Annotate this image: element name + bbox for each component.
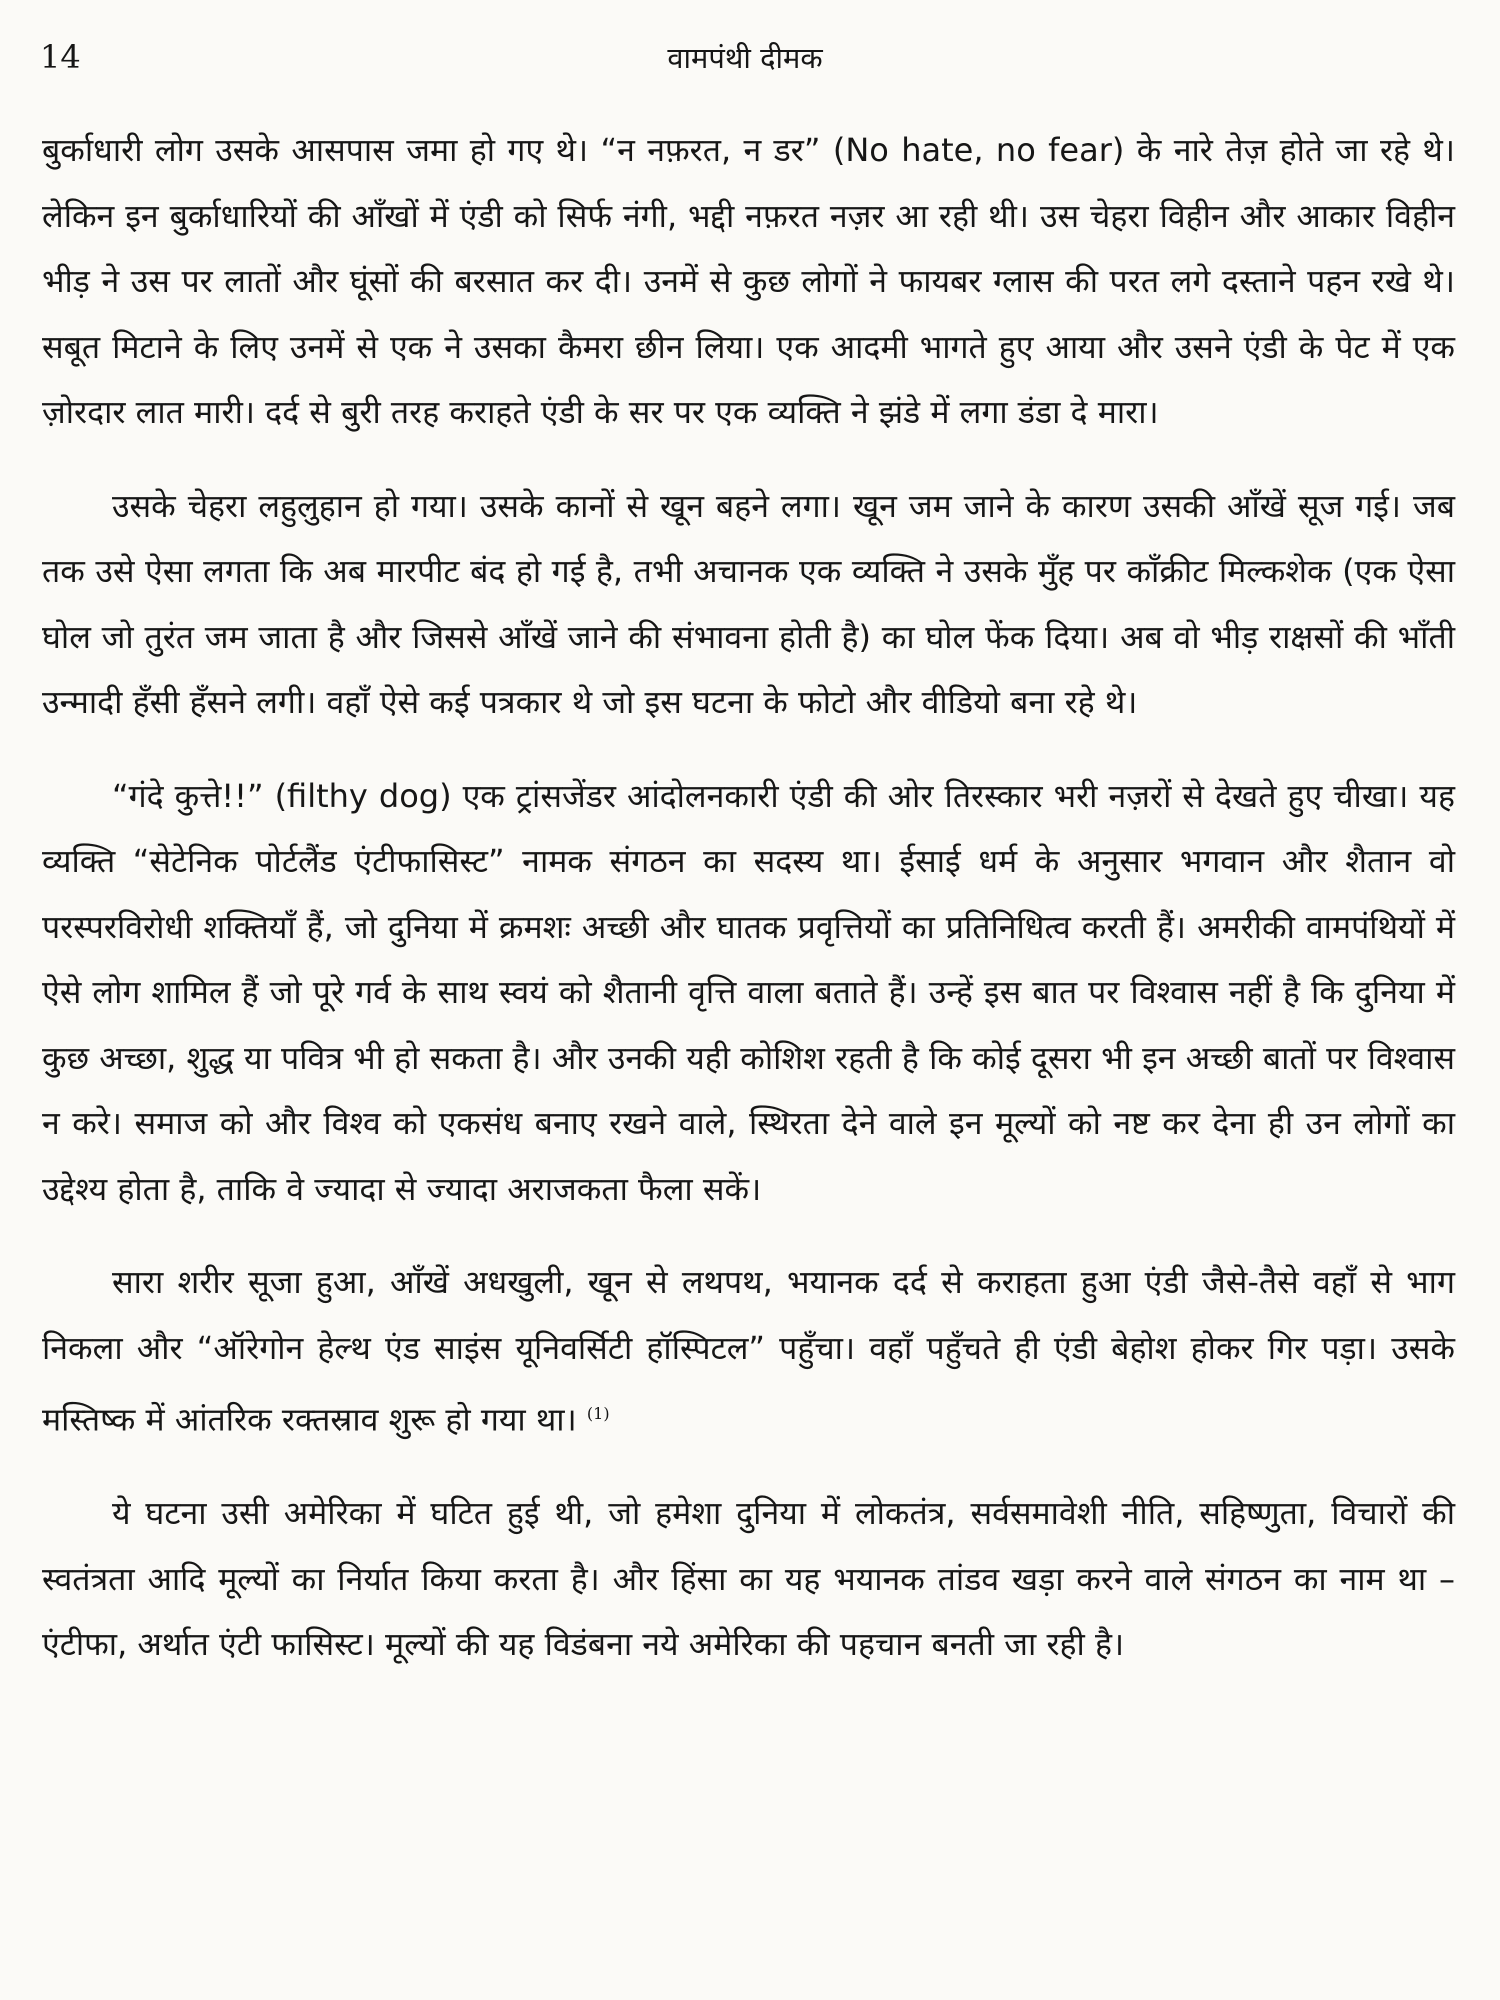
paragraph-text: “गंदे कुत्ते!!” (filthy dog) एक ट्रांसजेंडर आंदोलनकारी एंडी की ओर तिरस्कार भरी नज़रों से देखते हुए चीखा। यह व्यक्ति “सेटेनिक पोर्टलैंड एंटीफासिस्ट” नामक संगठन का सदस्य था। ईसाई धर्म के अनुसार भगवान और शैतान वो परस्परविरोधी शक्तियाँ हैं, जो दुनिया में क्रमशः अच्छी और घातक प्रवृत्तियों का प्रतिनिधित्व करती हैं। अमरीकी वामपंथियों में ऐसे लोग शामिल हैं जो पूरे गर्व के साथ स्वयं को शैतानी वृत्ति वाला बताते हैं। उन्हें इस बात पर विश्वास नहीं है कि दुनिया में कुछ अच्छा, शुद्ध या पवित्र भी हो सकता है। और उनकी यही कोशिश रहती है कि कोई दूसरा भी इन अच्छी बातों पर विश्वास न करे। समाज को और विश्व को एकसंध बनाए रखने वाले, स्थिरता देने वाले इन मूल्यों को नष्ट कर देना ही उन लोगों का उद्देश्य होता है, ताकि वे ज्यादा से ज्यादा अराजकता फैला सकें। (42, 776, 1455, 1208)
running-title: वामपंथी दीमक (667, 41, 823, 75)
paragraph-5 (42, 1481, 1455, 1678)
paragraph-text: सारा शरीर सूजा हुआ, आँखें अधखुली, खून से लथपथ, भयानक दर्द से कराहता हुआ एंडी जैसे-तैसे वहाँ से भाग निकला और “ऑरेगोन हेल्थ एंड साइंस यूनिवर्सिटी हॉस्पिटल” पहुँचा। वहाँ पहुँचते ही एंडी बेहोश होकर गिर पड़ा। उसके मस्तिष्क में आंतरिक रक्तस्राव शुरू हो गया था। (42, 1263, 1455, 1439)
paragraph-4 (42, 1250, 1455, 1453)
paragraph-text: बुर्काधारी लोग उसके आसपास जमा हो गए थे। “न नफ़रत, न डर” (No hate, no fear) के नारे तेज़ होते जा रहे थे। लेकिन इन बुर्काधारियों की आँखों में एंडी को सिर्फ नंगी, भद्दी नफ़रत नज़र आ रही थी। उस चेहरा विहीन और आकार विहीन भीड़ ने उस पर लातों और घूंसों की बरसात कर दी। उनमें से कुछ लोगों ने फायबर ग्लास की परत लगे दस्ताने पहन रखे थे। सबूत मिटाने के लिए उनमें से एक ने उसका कैमरा छीन लिया। एक आदमी भागते हुए आया और उसने एंडी के पेट में एक ज़ोरदार लात मारी। दर्द से बुरी तरह कराहते एंडी के सर पर एक व्यक्ति ने झंडे में लगा डंडा दे मारा। (42, 131, 1455, 431)
page-number: 14 (40, 38, 81, 76)
footnote-reference: (1) (586, 1404, 610, 1423)
paragraph-3 (42, 764, 1455, 1223)
page-header (40, 38, 1450, 88)
paragraph-text: उसके चेहरा लहुलुहान हो गया। उसके कानों से खून बहने लगा। खून जम जाने के कारण उसकी आँखें सूज गई। जब तक उसे ऐसा लगता कि अब मारपीट बंद हो गई है, तभी अचानक एक व्यक्ति ने उसके मुँह पर कॉंक्रीट मिल्कशेक (एक ऐसा घोल जो तुरंत जम जाता है और जिससे आँखें जाने की संभावना होती है) का घोल फेंक दिया। अब वो भीड़ राक्षसों की भाँती उन्मादी हँसी हँसने लगी। वहाँ ऐसे कई पत्रकार थे जो इस घटना के फोटो और वीडियो बना रहे थे। (42, 486, 1455, 721)
paragraph-text: ये घटना उसी अमेरिका में घटित हुई थी, जो हमेशा दुनिया में लोकतंत्र, सर्वसमावेशी नीति, सहिष्णुता, विचारों की स्वतंत्रता आदि मूल्यों का निर्यात किया करता है। और हिंसा का यह भयानक तांडव खड़ा करने वाले संगठन का नाम था – एंटीफा, अर्थात एंटी फासिस्ट। मूल्यों की यह विडंबना नये अमेरिका की पहचान बनती जा रही है। (42, 1494, 1455, 1664)
paragraph-1 (42, 118, 1455, 446)
body-text (42, 118, 1455, 1706)
paragraph-2 (42, 474, 1455, 736)
